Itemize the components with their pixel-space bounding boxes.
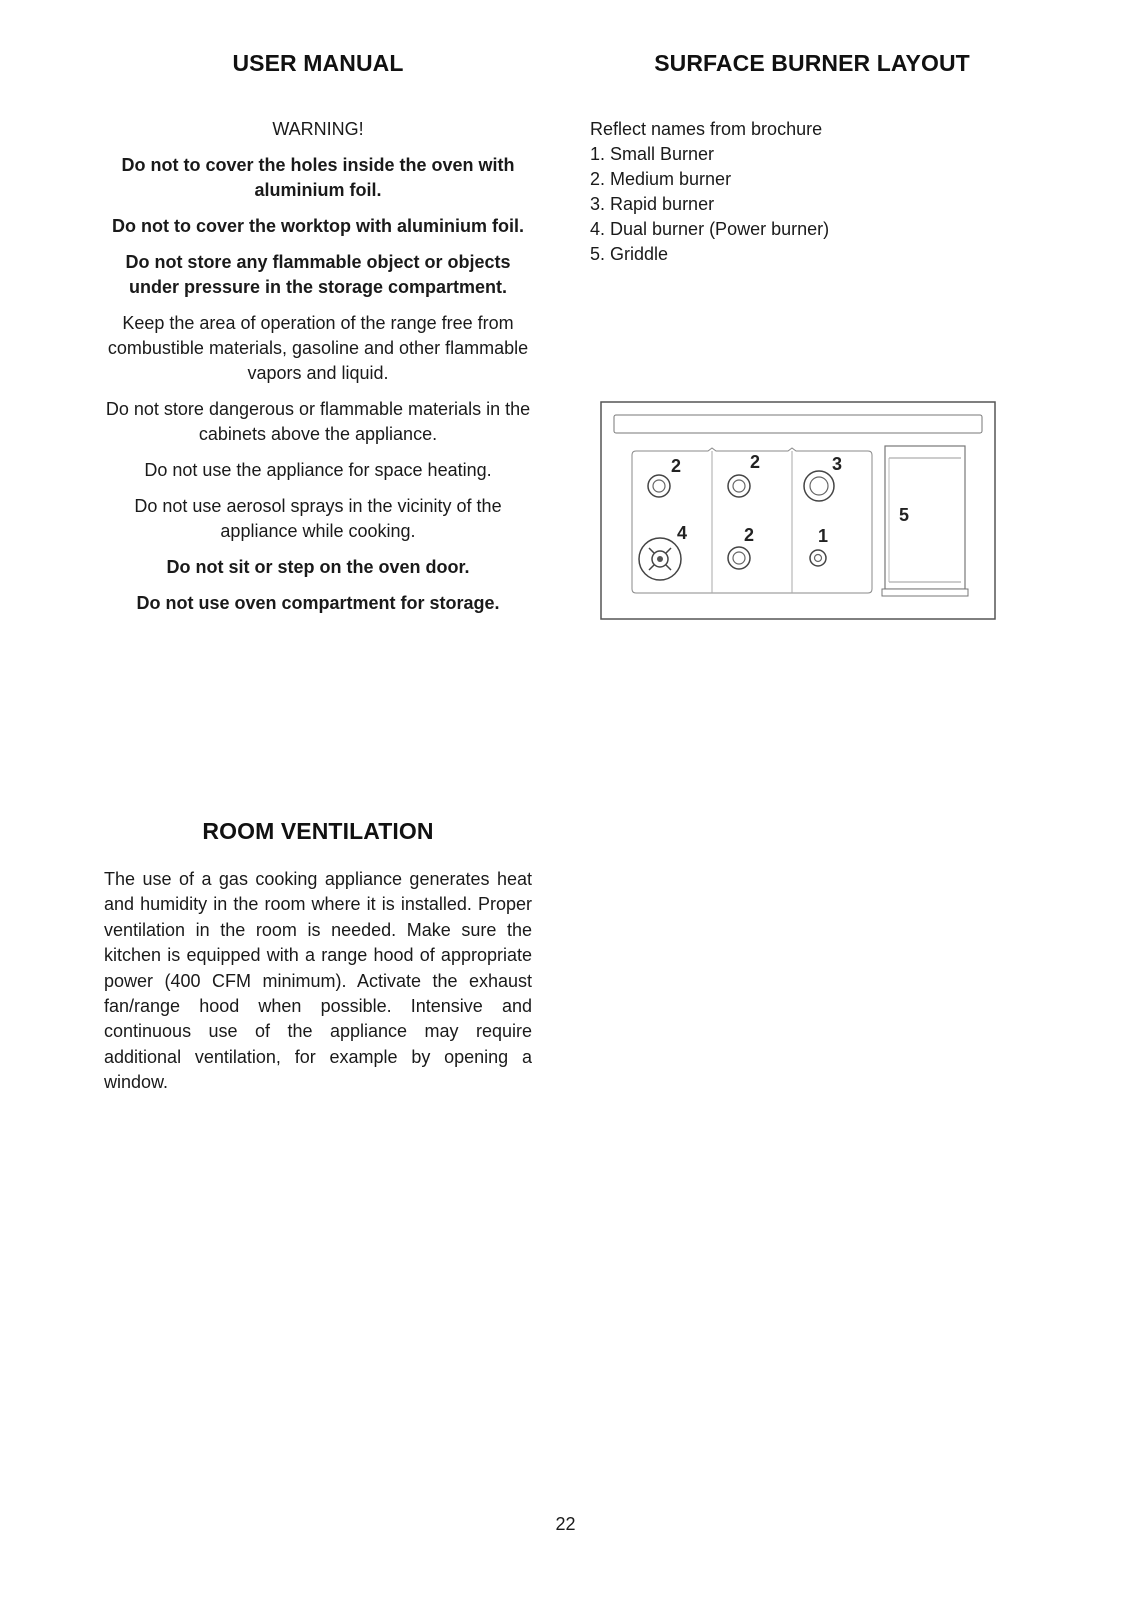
warning-heading: WARNING! xyxy=(272,119,364,139)
warnings-column xyxy=(104,50,532,616)
room-ventilation-text: The use of a gas cooking appliance generates heat and humidity in the room where it is installed. Proper ventilation in the room is needed. Make sure the kitchen is equipped with a range hood of appropriate power (400 CFM minimum). Activate the exhaust fan/range hood when possible. Intensive and continuous use of the appliance may require additional ventilation, for example by opening a window. xyxy=(104,869,532,1093)
warning-paragraph: Do not to cover the worktop with aluminium foil. xyxy=(112,216,524,236)
burner-center-icon xyxy=(657,556,663,562)
burner-label: 2 xyxy=(744,525,755,545)
cooktop-diagram xyxy=(600,401,996,621)
cooktop-diagram-svg xyxy=(600,401,996,621)
burner-label: 2 xyxy=(750,452,761,472)
back-strip xyxy=(614,415,982,433)
burner-list xyxy=(590,117,1010,267)
room-ventilation-title: ROOM VENTILATION xyxy=(202,818,434,844)
burner-label: 2 xyxy=(671,456,682,476)
warning-paragraph: Do not to cover the holes inside the oven with aluminium foil. xyxy=(121,155,515,200)
page-number: 22 xyxy=(555,1514,576,1534)
burner-layout-column xyxy=(590,50,1010,267)
warning-paragraph: Do not use aerosol sprays in the vicinity of the appliance while cooking. xyxy=(134,496,502,541)
list-item: 2. Medium burner xyxy=(590,169,732,189)
user-manual-title: USER MANUAL xyxy=(232,50,404,76)
list-item: 4. Dual burner (Power burner) xyxy=(590,219,830,239)
warning-paragraph: Keep the area of operation of the range free from combustible materials, gasoline and other flammable vapors and liquid. xyxy=(107,313,529,383)
list-item: 5. Griddle xyxy=(590,244,669,264)
warning-paragraph: Do not sit or step on the oven door. xyxy=(166,557,470,577)
warning-paragraph: Do not store any flammable object or objects under pressure in the storage compartment. xyxy=(125,252,511,297)
warning-paragraph: Do not use oven compartment for storage. xyxy=(136,593,500,613)
burner-layout-title: SURFACE BURNER LAYOUT xyxy=(654,50,970,76)
list-item: 1. Small Burner xyxy=(590,144,715,164)
warning-paragraph: Do not store dangerous or flammable materials in the cabinets above the appliance. xyxy=(105,399,531,444)
list-item: 3. Rapid burner xyxy=(590,194,715,214)
burner-label: 3 xyxy=(832,454,843,474)
griddle-label: 5 xyxy=(899,505,910,525)
griddle-outline xyxy=(885,446,965,589)
griddle-tray xyxy=(882,589,968,596)
room-ventilation-section xyxy=(104,818,532,1096)
burner-label: 1 xyxy=(818,526,829,546)
warning-paragraph: Do not use the appliance for space heating. xyxy=(144,460,492,480)
list-item: Reflect names from brochure xyxy=(590,119,823,139)
burner-label: 4 xyxy=(677,523,688,543)
